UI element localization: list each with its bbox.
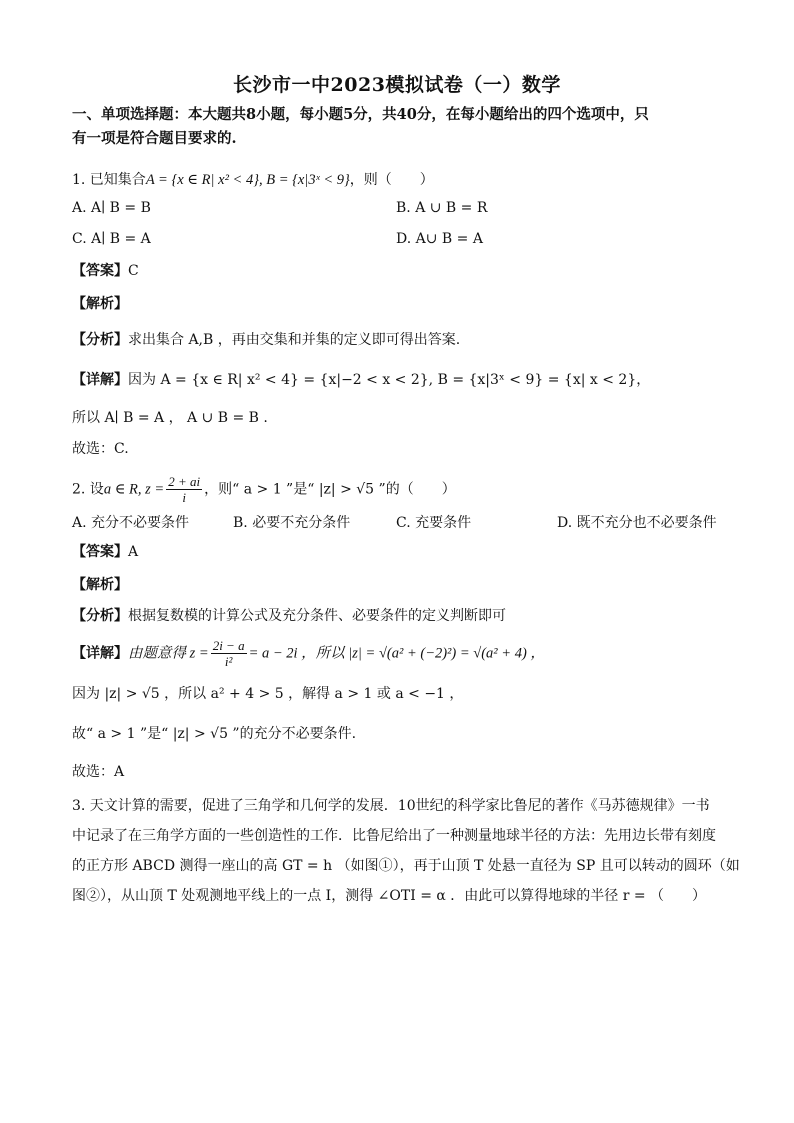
q1-xiangjie [72,370,650,390]
q1-stem [72,170,434,190]
q2-answer-value: A [128,544,139,560]
q1-option-a: A. A∣ B = B [72,200,151,216]
q1-stem-prefix: 1. 已知集合 [72,172,146,188]
q1-answer-value: C [128,263,139,279]
q2-answer [72,542,138,562]
q1-analysis-label: 【解析】 [72,296,128,312]
q3-line3: 的正方形 ABCD 测得一座山的高 GT = h （如图①），再于山顶 T 处悬一直径为 SP 且可以转动的圆环（如 [72,858,740,874]
q2-option-b: B. 必要不充分条件 [233,515,351,531]
q2-detail-fraction-denominator: i² [224,654,233,669]
section-header-line2: 有一项是符合题目要求的. [72,130,237,147]
q2-option-c: C. 充要条件 [396,515,472,531]
q2-fenxi [72,606,506,626]
q1-fenxi [72,330,460,350]
q2-detail-line3: 故“ a > 1 ”是“ |z| > √5 ”的充分不必要条件. [72,726,357,742]
q2-xiangjie-suffix: = a − 2i ，所以 |z| = √(a² + (−2)²) = √(a² + 4) ， [248,645,545,662]
q1-stem-math: A = {x ∈ R| x² < 4}, B = {x|3ˣ < 9} [145,172,350,188]
q2-xiangjie-prefix: 由题意得 z = [128,645,209,662]
q2-detail-line2: 因为 |z| > √5 ，所以 a² + 4 > 5 ，解得 a > 1 或 a < −1 ， [72,686,464,702]
q1-option-d: D. A∪ B = A [396,231,483,247]
q1-xiangjie-text: 因为 A = {x ∈ R| x² < 4} = {x|−2 < x < 2}, B = {x|3ˣ < 9} = {x| x < 2}， [128,372,651,388]
page-title: 长沙市一中2023模拟试卷（一）数学 [233,74,561,96]
q2-xiangjie [72,638,545,669]
q2-fraction-numerator: 2 + ai [168,474,201,489]
q2-answer-label: 【答案】 [72,544,128,560]
q2-detail-fraction [211,638,247,669]
section-header-line1: 一、单项选择题：本大题共8小题，每小题5分，共40分，在每小题给出的四个选项中，只 [72,106,649,123]
q1-option-c: C. A∣ B = A [72,231,151,247]
q2-fraction-denominator: i [182,490,186,505]
q3-line2: 中记录了在三角学方面的一些创造性的工作．比鲁尼给出了一种测量地球半径的方法：先用边长带有刻度 [72,828,716,844]
q2-option-a: A. 充分不必要条件 [72,515,190,531]
q2-conclusion: 故选：A [72,764,125,780]
q2-xiangjie-label: 【详解】 [72,645,128,662]
q2-fenxi-text: 根据复数模的计算公式及充分条件、必要条件的定义判断即可 [128,608,506,624]
q1-detail-line2: 所以 A∣ B = A ， A ∪ B = B . [72,410,268,426]
q2-analysis-label: 【解析】 [72,577,128,593]
q2-stem [72,474,456,505]
q1-fenxi-label: 【分析】 [72,332,128,348]
q1-stem-suffix: ，则（ ） [349,172,434,188]
q1-option-b: B. A ∪ B = R [396,200,488,216]
q2-option-d: D. 既不充分也不必要条件 [557,515,717,531]
q2-stem-math: a ∈ R, z = [103,481,165,498]
q2-fraction [166,474,202,505]
q1-answer-label: 【答案】 [72,263,128,279]
q2-stem-prefix: 2. 设 [72,481,104,498]
q1-fenxi-text: 求出集合 A,B ，再由交集和并集的定义即可得出答案. [128,332,461,348]
q1-xiangjie-label: 【详解】 [72,372,128,388]
q1-conclusion: 故选：C. [72,441,129,457]
q3-line4: 图②），从山顶 T 处观测地平线上的一点 I，测得 ∠OTI = α ．由此可以算得地球的半径 r = （ ） [72,888,707,904]
q2-stem-suffix: ，则“ a > 1 ”是“ |z| > √5 ”的（ ） [204,481,456,498]
q2-detail-fraction-numerator: 2i − a [212,638,245,653]
q1-answer [72,261,139,281]
q3-line1: 3. 天文计算的需要，促进了三角学和几何学的发展．10世纪的科学家比鲁尼的著作《马苏德规律》一书 [72,798,710,814]
q2-fenxi-label: 【分析】 [72,608,128,624]
